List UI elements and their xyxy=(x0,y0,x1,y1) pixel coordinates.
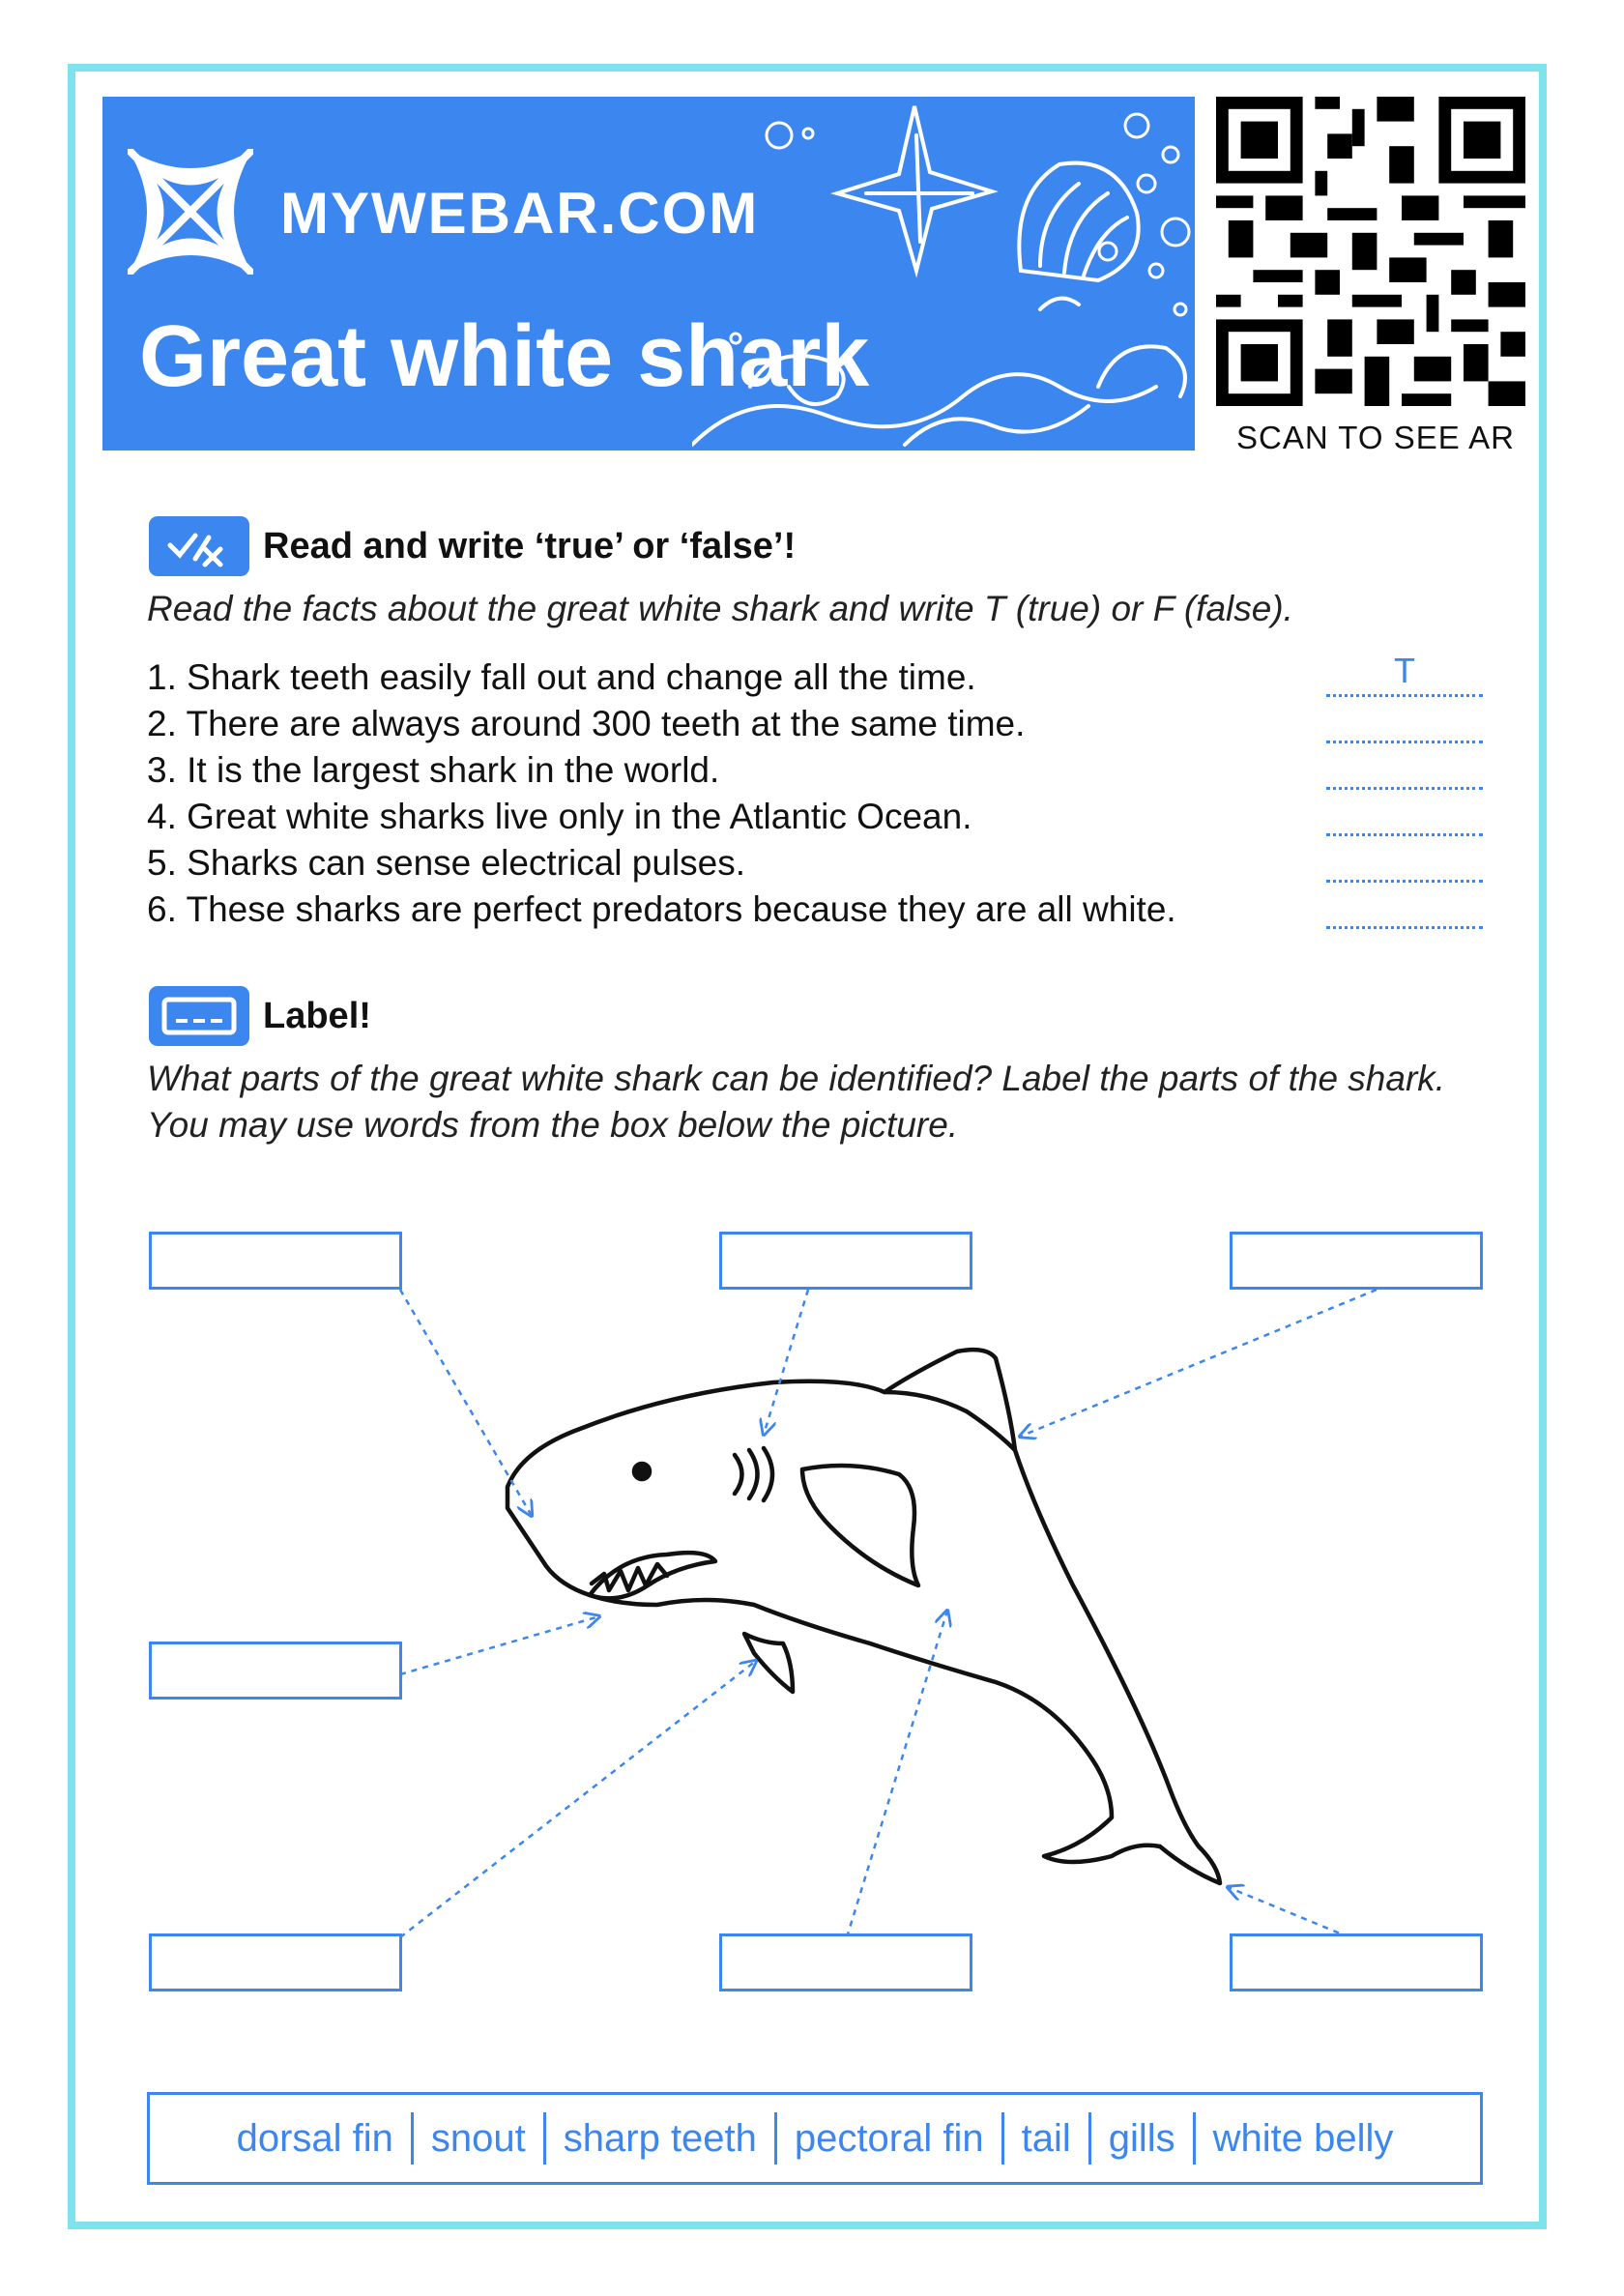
word-option: pectoral fin xyxy=(774,2112,1001,2165)
statement-item: 6. These sharks are perfect predators because they are all white. xyxy=(147,889,1176,929)
section-instruction: What parts of the great white shark can be identified? Label the parts of the shark. xyxy=(147,1059,1446,1098)
arrow-dorsal xyxy=(1020,1290,1377,1437)
section-title-true-false: Read and write ‘true’ or ‘false’! xyxy=(263,526,797,567)
statement-item: 3. It is the largest shark in the world. xyxy=(147,750,720,790)
shark-outline xyxy=(508,1350,1220,1883)
arrow-teeth xyxy=(400,1616,599,1674)
label-input-box[interactable] xyxy=(1230,1933,1483,1991)
word-option: sharp teeth xyxy=(543,2112,774,2165)
label-input-box[interactable] xyxy=(149,1642,402,1700)
statement-item: 4. Great white sharks live only in the Atlantic Ocean. xyxy=(147,797,972,836)
arrow-tail xyxy=(1228,1887,1349,1937)
statement-item: 5. Sharks can sense electrical pulses. xyxy=(147,843,746,883)
word-box xyxy=(147,2092,1483,2185)
section-instruction: You may use words from the box below the picture. xyxy=(147,1105,959,1145)
word-option: snout xyxy=(411,2112,543,2165)
qr-caption: SCAN TO SEE AR xyxy=(1236,420,1515,455)
word-option: gills xyxy=(1088,2112,1193,2165)
word-option: tail xyxy=(1001,2112,1088,2165)
label-input-box[interactable] xyxy=(719,1232,972,1290)
statement-item: 2. There are always around 300 teeth at the same time. xyxy=(147,704,1026,743)
brand-name: MYWEBAR.COM xyxy=(280,181,760,246)
arrow-pelvic xyxy=(400,1661,756,1937)
word-option: white belly xyxy=(1193,2112,1411,2165)
word-option: dorsal fin xyxy=(236,2117,393,2160)
arrow-gills xyxy=(764,1290,808,1435)
section-title-label: Label! xyxy=(263,996,371,1036)
label-input-box[interactable] xyxy=(149,1933,402,1991)
arrow-snout xyxy=(400,1290,532,1516)
label-input-box[interactable] xyxy=(1230,1232,1483,1290)
label-input-box[interactable] xyxy=(719,1933,972,1991)
statement-item: 1. Shark teeth easily fall out and change all the time. xyxy=(147,657,976,697)
label-input-box[interactable] xyxy=(149,1232,402,1290)
arrow-belly xyxy=(847,1611,947,1937)
answer-field[interactable]: T xyxy=(1326,654,1483,697)
page-title: Great white shark xyxy=(139,308,870,405)
section-instruction: Read the facts about the great white shark and write T (true) or F (false). xyxy=(147,589,1293,628)
